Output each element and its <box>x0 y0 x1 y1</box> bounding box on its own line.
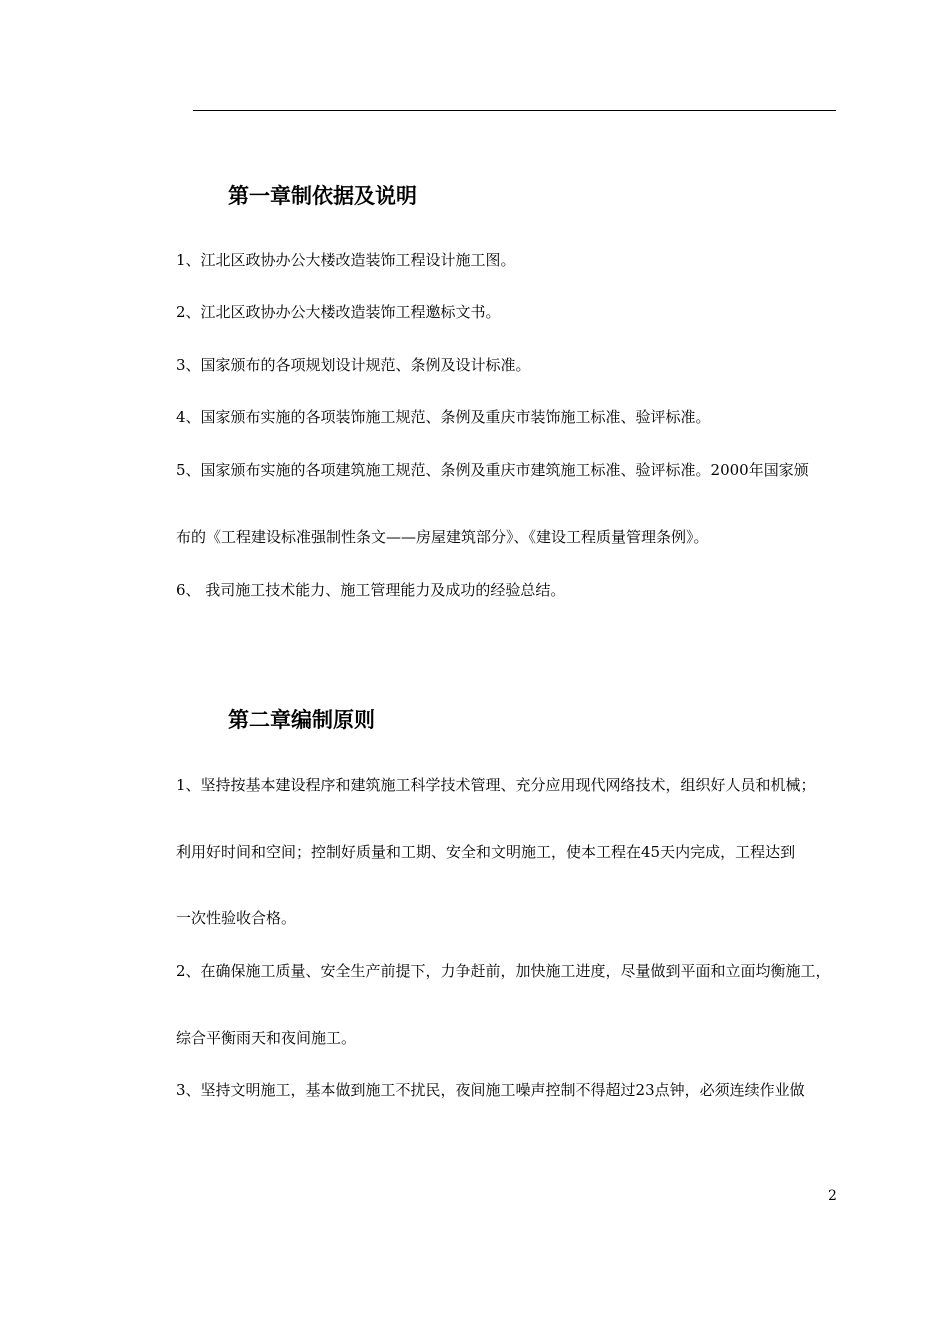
chapter-2-item-2: 2、在确保施工质量、安全生产前提下，力争赶前，加快施工进度，尽量做到平面和立面均衡施工， <box>176 962 831 980</box>
header-rule <box>193 110 836 111</box>
chapter-1-item-2: 2、江北区政协办公大楼改造装饰工程邀标文书。 <box>176 303 501 321</box>
chapter-2-heading: 第二章编制原则 <box>228 708 375 732</box>
chapter-2-item-1: 1、坚持按基本建设程序和建筑施工科学技术管理、充分应用现代网络技术，组织好人员和机械； <box>176 776 816 794</box>
page-number: 2 <box>828 1188 837 1204</box>
chapter-1-item-4: 4、国家颁布实施的各项装饰施工规范、条例及重庆市装饰施工标准、验评标准。 <box>176 408 711 426</box>
chapter-1-item-3: 3、国家颁布的各项规划设计规范、条例及设计标准。 <box>176 356 531 374</box>
chapter-1-item-5: 5、国家颁布实施的各项建筑施工规范、条例及重庆市建筑施工标准、验评标准。2000年国家颁 <box>176 461 809 479</box>
chapter-1-item-5-cont: 布的《工程建设标准强制性条文——房屋建筑部分》、《建设工程质量管理条例》。 <box>176 528 709 546</box>
chapter-2-item-2-cont: 综合平衡雨天和夜间施工。 <box>176 1029 357 1047</box>
chapter-2-item-1-cont2: 一次性验收合格。 <box>176 909 297 927</box>
chapter-1-heading: 第一章制依据及说明 <box>228 184 417 208</box>
chapter-1-item-6: 6、 我司施工技术能力、施工管理能力及成功的经验总结。 <box>176 581 566 599</box>
chapter-2-item-3: 3、坚持文明施工，基本做到施工不扰民，夜间施工噪声控制不得超过23点钟，必须连续作业做 <box>176 1081 805 1099</box>
chapter-2-item-1-cont: 利用好时间和空间；控制好质量和工期、安全和文明施工，使本工程在45天内完成，工程达到 <box>176 843 796 861</box>
chapter-1-item-1: 1、江北区政协办公大楼改造装饰工程设计施工图。 <box>176 251 516 269</box>
